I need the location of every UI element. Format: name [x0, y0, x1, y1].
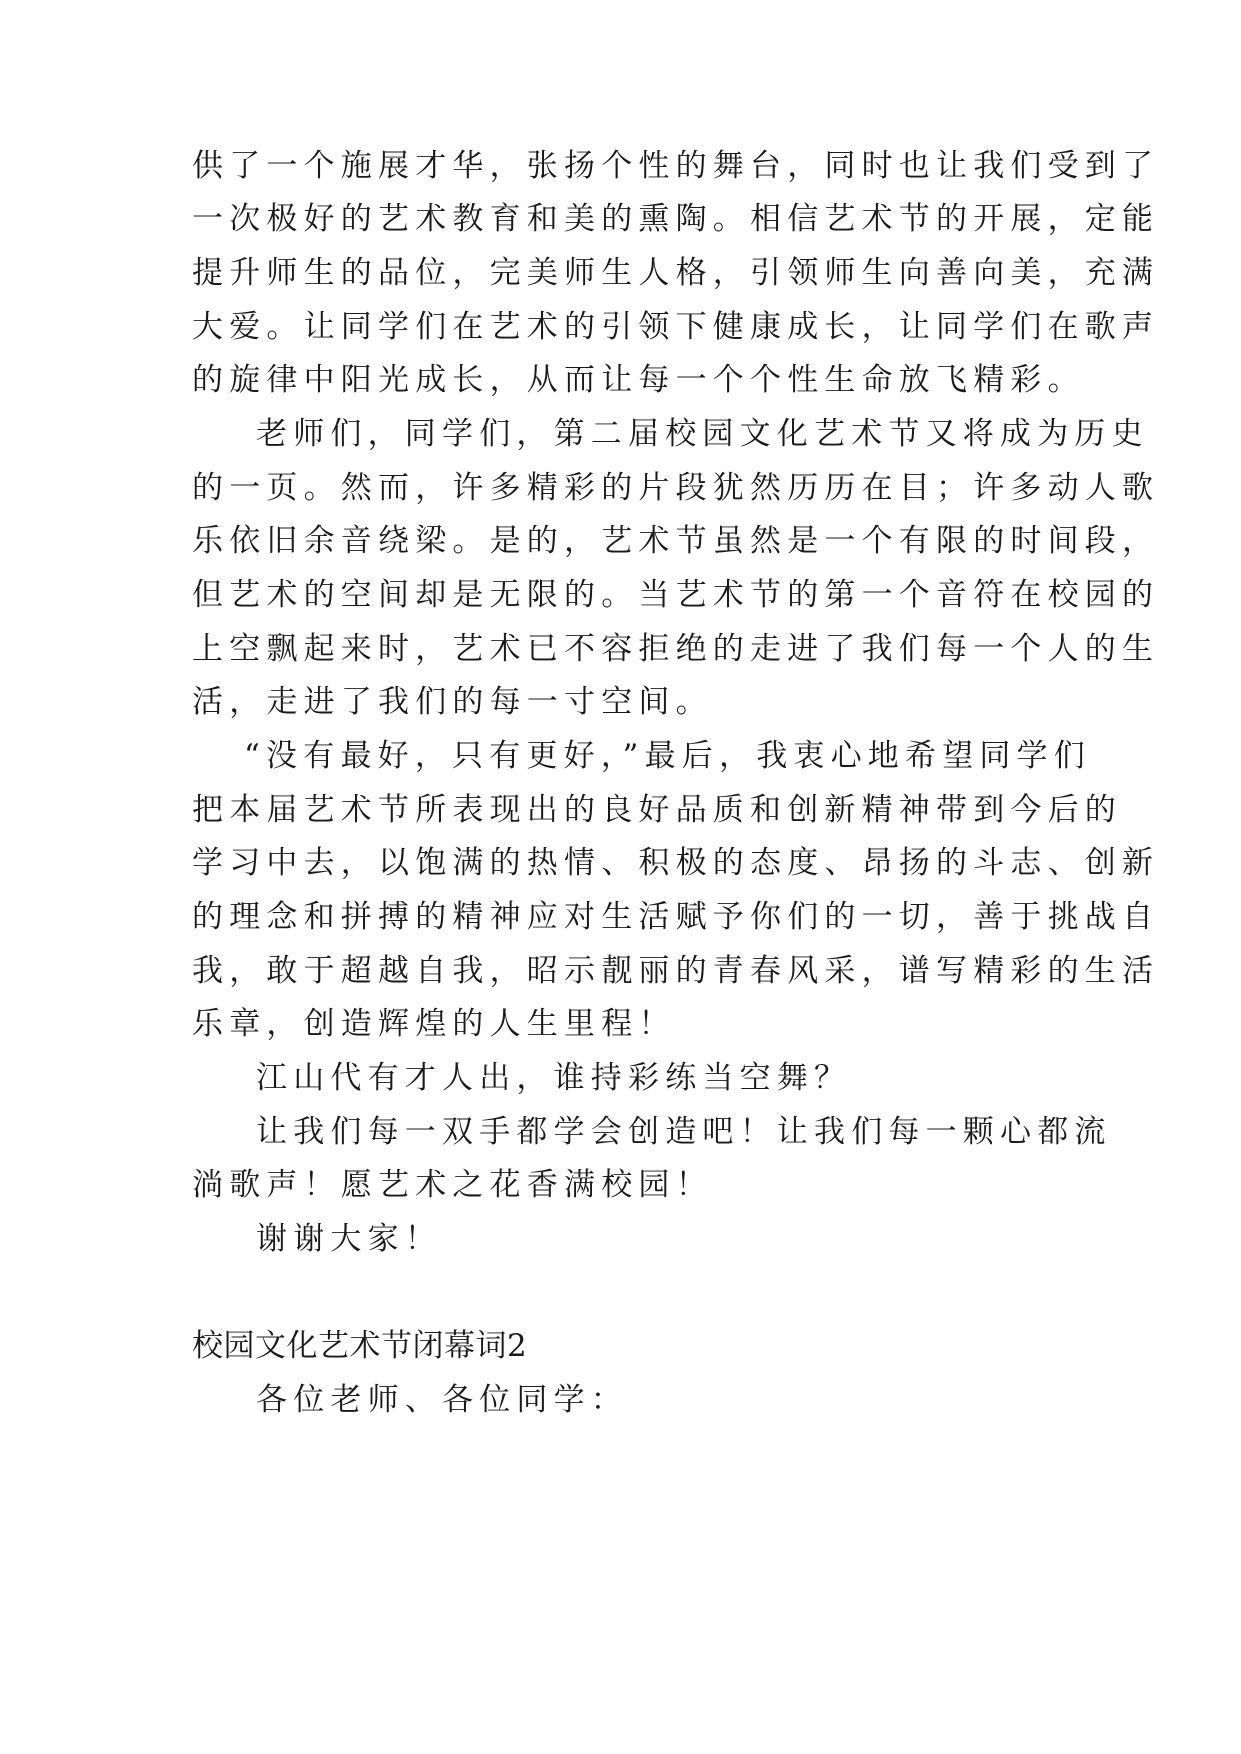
section-title: 校园文化艺术节闭幕词2	[192, 1328, 528, 1364]
text-line: 学习中去，以饱满的热情、积极的态度、昂扬的斗志、创新	[192, 845, 1160, 881]
text-line: 上空飘起来时，艺术已不容拒绝的走进了我们每一个人的生	[192, 631, 1160, 667]
text-line: 一次极好的艺术教育和美的熏陶。相信艺术节的开展，定能	[192, 201, 1160, 237]
text-line: “没有最好，只有更好，”最后，我衷心地希望同学们	[244, 738, 1091, 774]
text-line: 的理念和拼搏的精神应对生活赋予你们的一切，善于挑战自	[192, 899, 1160, 935]
text-line: 老师们，同学们，第二届校园文化艺术节又将成为历史	[256, 416, 1149, 452]
text-line: 提升师生的品位，完美师生人格，引领师生向善向美，充满	[192, 255, 1160, 291]
text-line: 供了一个施展才华，张扬个性的舞台，同时也让我们受到了	[192, 148, 1160, 184]
text-line: 江山代有才人出，谁持彩练当空舞？	[256, 1060, 852, 1096]
text-line: 乐依旧余音绕梁。是的，艺术节虽然是一个有限的时间段，	[192, 523, 1160, 559]
text-line: 让我们每一双手都学会创造吧！让我们每一颗心都流	[256, 1114, 1112, 1150]
text-line: 的旋律中阳光成长，从而让每一个个性生命放飞精彩。	[192, 362, 1085, 398]
text-line: 我，敢于超越自我，昭示靓丽的青春风采，谱写精彩的生活	[192, 953, 1160, 989]
text-line: 淌歌声！愿艺术之花香满校园！	[192, 1167, 713, 1203]
text-line: 但艺术的空间却是无限的。当艺术节的第一个音符在校园的	[192, 577, 1160, 613]
text-line: 活，走进了我们的每一寸空间。	[192, 684, 713, 720]
text-line: 乐章，创造辉煌的人生里程！	[192, 1006, 676, 1042]
greeting-line: 各位老师、各位同学：	[256, 1382, 628, 1418]
text-line: 的一页。然而，许多精彩的片段犹然历历在目；许多动人歌	[192, 470, 1160, 506]
text-line: 大爱。让同学们在艺术的引领下健康成长，让同学们在歌声	[192, 309, 1160, 345]
text-line: 把本届艺术节所表现出的良好品质和创新精神带到今后的	[192, 792, 1122, 828]
text-line: 谢谢大家！	[256, 1221, 442, 1257]
